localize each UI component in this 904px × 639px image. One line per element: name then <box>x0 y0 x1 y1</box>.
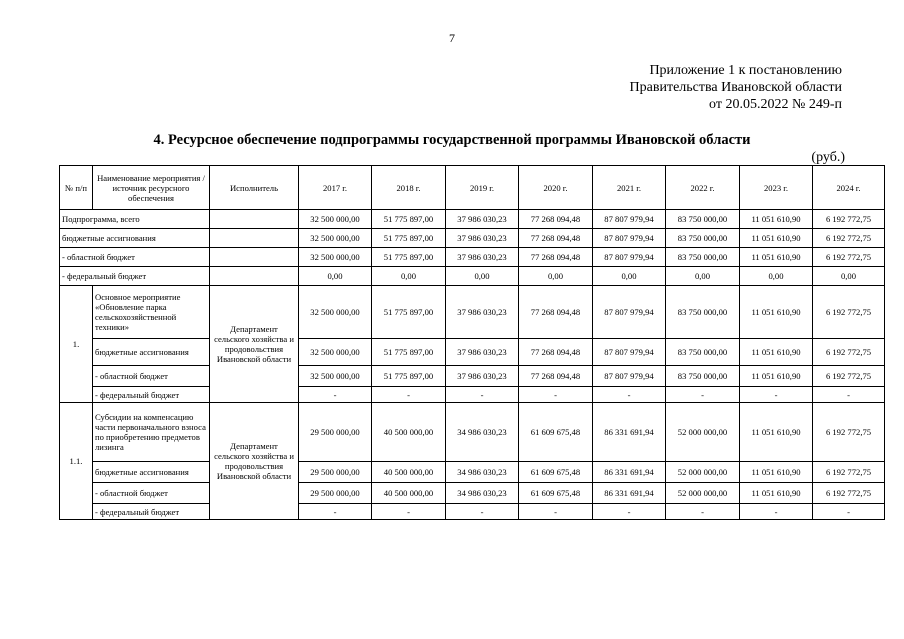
value-cell: - <box>299 504 372 520</box>
summary-row <box>60 229 885 248</box>
value-cell: - <box>740 387 813 403</box>
header-executor: Исполнитель <box>210 166 299 210</box>
value-cell: 83 750 000,00 <box>666 339 740 366</box>
value-cell: - <box>372 504 446 520</box>
value-cell: 83 750 000,00 <box>666 366 740 387</box>
value-cell: 87 807 979,94 <box>593 339 666 366</box>
row-label: - федеральный бюджет <box>93 504 210 520</box>
value-cell: 32 500 000,00 <box>299 339 372 366</box>
value-cell: 6 192 772,75 <box>813 483 885 504</box>
value-cell: 6 192 772,75 <box>813 462 885 483</box>
value-cell: 6 192 772,75 <box>813 286 885 339</box>
value-cell: - <box>813 504 885 520</box>
value-cell: - <box>666 387 740 403</box>
value-cell: 34 986 030,23 <box>446 483 519 504</box>
appendix-line-2: Правительства Ивановской области <box>629 80 842 95</box>
value-cell: - <box>519 504 593 520</box>
row-number: 1. <box>60 286 93 403</box>
value-cell: 6 192 772,75 <box>813 366 885 387</box>
value-cell: 32 500 000,00 <box>299 229 372 248</box>
value-cell: 0,00 <box>666 267 740 286</box>
value-cell: 51 775 897,00 <box>372 248 446 267</box>
value-cell: 86 331 691,94 <box>593 462 666 483</box>
value-cell: - <box>446 387 519 403</box>
value-cell: 11 051 610,90 <box>740 339 813 366</box>
header-year: 2024 г. <box>813 166 885 210</box>
value-cell: 87 807 979,94 <box>593 286 666 339</box>
value-cell: 61 609 675,48 <box>519 483 593 504</box>
value-cell: 83 750 000,00 <box>666 210 740 229</box>
group-row <box>60 339 885 366</box>
group-row <box>60 504 885 520</box>
executor-cell <box>210 210 299 229</box>
header-year: 2019 г. <box>446 166 519 210</box>
resource-table <box>59 165 885 520</box>
value-cell: 11 051 610,90 <box>740 366 813 387</box>
value-cell: 83 750 000,00 <box>666 286 740 339</box>
value-cell: 52 000 000,00 <box>666 403 740 462</box>
executor-cell: Департамент сельского хозяйства и продовольствия Ивановской области <box>210 403 299 520</box>
value-cell: 40 500 000,00 <box>372 403 446 462</box>
value-cell: 34 986 030,23 <box>446 403 519 462</box>
appendix-note <box>630 62 842 113</box>
row-label: бюджетные ассигнования <box>93 339 210 366</box>
appendix-line-1: Приложение 1 к постановлению <box>649 63 842 78</box>
row-label: - областной бюджет <box>93 366 210 387</box>
value-cell: 52 000 000,00 <box>666 462 740 483</box>
value-cell: 29 500 000,00 <box>299 462 372 483</box>
value-cell: 6 192 772,75 <box>813 248 885 267</box>
value-cell: 77 268 094,48 <box>519 248 593 267</box>
value-cell: 51 775 897,00 <box>372 210 446 229</box>
executor-cell <box>210 229 299 248</box>
value-cell: 61 609 675,48 <box>519 403 593 462</box>
value-cell: 6 192 772,75 <box>813 403 885 462</box>
value-cell: 37 986 030,23 <box>446 339 519 366</box>
value-cell: 61 609 675,48 <box>519 462 593 483</box>
value-cell: 0,00 <box>813 267 885 286</box>
value-cell: 51 775 897,00 <box>372 366 446 387</box>
value-cell: - <box>299 387 372 403</box>
value-cell: 6 192 772,75 <box>813 229 885 248</box>
value-cell: 29 500 000,00 <box>299 483 372 504</box>
group-row <box>60 366 885 387</box>
value-cell: 87 807 979,94 <box>593 229 666 248</box>
group-row <box>60 462 885 483</box>
value-cell: 0,00 <box>593 267 666 286</box>
section-title: 4. Ресурсное обеспечение подпрограммы государственной программы Ивановской области <box>153 132 751 148</box>
value-cell: - <box>593 387 666 403</box>
value-cell: 77 268 094,48 <box>519 210 593 229</box>
value-cell: 87 807 979,94 <box>593 248 666 267</box>
header-row <box>60 166 885 210</box>
value-cell: 37 986 030,23 <box>446 229 519 248</box>
value-cell: 6 192 772,75 <box>813 210 885 229</box>
value-cell: 32 500 000,00 <box>299 286 372 339</box>
value-cell: 32 500 000,00 <box>299 248 372 267</box>
value-cell: - <box>813 387 885 403</box>
summary-row <box>60 210 885 229</box>
executor-cell <box>210 267 299 286</box>
value-cell: 11 051 610,90 <box>740 229 813 248</box>
value-cell: 51 775 897,00 <box>372 229 446 248</box>
group-row <box>60 403 885 462</box>
value-cell: - <box>740 504 813 520</box>
value-cell: 37 986 030,23 <box>446 366 519 387</box>
value-cell: 6 192 772,75 <box>813 339 885 366</box>
value-cell: 52 000 000,00 <box>666 483 740 504</box>
header-year: 2021 г. <box>593 166 666 210</box>
value-cell: 0,00 <box>372 267 446 286</box>
value-cell: 11 051 610,90 <box>740 403 813 462</box>
value-cell: - <box>666 504 740 520</box>
value-cell: 34 986 030,23 <box>446 462 519 483</box>
header-year: 2020 г. <box>519 166 593 210</box>
value-cell: 37 986 030,23 <box>446 248 519 267</box>
value-cell: 0,00 <box>519 267 593 286</box>
value-cell: 83 750 000,00 <box>666 229 740 248</box>
row-label: - областной бюджет <box>93 483 210 504</box>
row-label: - федеральный бюджет <box>60 267 210 286</box>
value-cell: 77 268 094,48 <box>519 286 593 339</box>
value-cell: 77 268 094,48 <box>519 229 593 248</box>
row-label: Субсидии на компенсацию части первоначального взноса по приобретению предметов лизинга <box>93 403 210 462</box>
value-cell: 37 986 030,23 <box>446 286 519 339</box>
summary-row <box>60 248 885 267</box>
row-label: - областной бюджет <box>60 248 210 267</box>
executor-cell <box>210 248 299 267</box>
value-cell: 37 986 030,23 <box>446 210 519 229</box>
group-row <box>60 483 885 504</box>
value-cell: 83 750 000,00 <box>666 248 740 267</box>
header-num: № п/п <box>60 166 93 210</box>
value-cell: 11 051 610,90 <box>740 210 813 229</box>
row-label: Подпрограмма, всего <box>60 210 210 229</box>
header-year: 2023 г. <box>740 166 813 210</box>
value-cell: 51 775 897,00 <box>372 339 446 366</box>
value-cell: 77 268 094,48 <box>519 339 593 366</box>
row-label: - федеральный бюджет <box>93 387 210 403</box>
summary-row <box>60 267 885 286</box>
header-year: 2018 г. <box>372 166 446 210</box>
value-cell: - <box>519 387 593 403</box>
currency-unit: (руб.) <box>811 150 845 165</box>
value-cell: - <box>372 387 446 403</box>
row-label: Основное мероприятие «Обновление парка сельскохозяйственной техники» <box>93 286 210 339</box>
page-number: 7 <box>449 31 455 45</box>
value-cell: 11 051 610,90 <box>740 286 813 339</box>
group-row <box>60 387 885 403</box>
row-label: бюджетные ассигнования <box>93 462 210 483</box>
value-cell: - <box>593 504 666 520</box>
value-cell: 32 500 000,00 <box>299 366 372 387</box>
value-cell: 40 500 000,00 <box>372 483 446 504</box>
value-cell: 11 051 610,90 <box>740 462 813 483</box>
value-cell: 32 500 000,00 <box>299 210 372 229</box>
value-cell: 87 807 979,94 <box>593 210 666 229</box>
executor-cell: Департамент сельского хозяйства и продовольствия Ивановской области <box>210 286 299 403</box>
value-cell: 87 807 979,94 <box>593 366 666 387</box>
value-cell: 11 051 610,90 <box>740 248 813 267</box>
row-number: 1.1. <box>60 403 93 520</box>
row-label: бюджетные ассигнования <box>60 229 210 248</box>
appendix-line-3: от 20.05.2022 № 249-п <box>709 97 842 112</box>
value-cell: 86 331 691,94 <box>593 403 666 462</box>
value-cell: 77 268 094,48 <box>519 366 593 387</box>
value-cell: 0,00 <box>446 267 519 286</box>
value-cell: 40 500 000,00 <box>372 462 446 483</box>
value-cell: 0,00 <box>299 267 372 286</box>
value-cell: 86 331 691,94 <box>593 483 666 504</box>
header-year: 2017 г. <box>299 166 372 210</box>
header-year: 2022 г. <box>666 166 740 210</box>
value-cell: - <box>446 504 519 520</box>
value-cell: 51 775 897,00 <box>372 286 446 339</box>
value-cell: 29 500 000,00 <box>299 403 372 462</box>
value-cell: 11 051 610,90 <box>740 483 813 504</box>
value-cell: 0,00 <box>740 267 813 286</box>
header-name: Наименование мероприятия / источник ресурсного обеспечения <box>93 166 210 210</box>
group-row <box>60 286 885 339</box>
